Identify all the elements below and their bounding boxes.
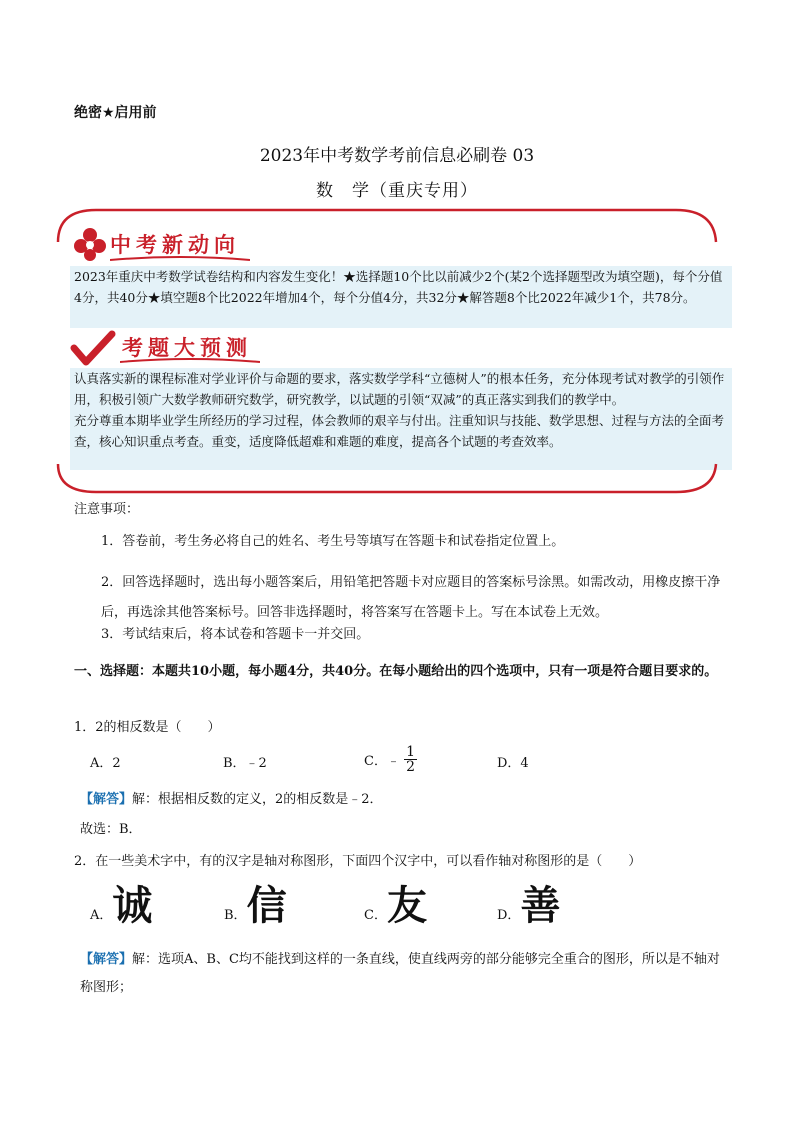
- q2-option-c: [364, 883, 427, 929]
- question-1-stem: 1．2的相反数是（ ）: [74, 720, 221, 735]
- trend-text: 2023年重庆中考数学试卷结构和内容发生变化！★选择题10个比以前减少2个(某2个选择题型改为填空题)，每个分值4分，共40分★填空题8个比2022年增加4个，每个分值4分，共32分★解答题8个比2022年减少1个，共78分。: [70, 266, 732, 328]
- q1-option-c-prefix: C．﹣: [364, 754, 400, 769]
- predict-underline: [120, 358, 260, 366]
- q2-option-b: [224, 883, 287, 929]
- q2-option-b-char: 信: [246, 883, 287, 929]
- question-2-stem: 2．在一些美术字中，有的汉字是轴对称图形，下面四个汉字中，可以看作轴对称图形的是（ ）: [74, 854, 642, 869]
- q2-option-d-label: D．: [497, 908, 521, 923]
- q2-option-a-label: A．: [90, 908, 113, 923]
- fraction: [404, 745, 417, 774]
- q2-option-a: [90, 883, 153, 929]
- q1-option-d: D．4: [497, 756, 529, 771]
- q2-answer-text: 解：选项A、B、C均不能找到这样的一条直线，使直线两旁的部分能够完全重合的图形，所以是不轴对称图形；: [80, 952, 720, 995]
- note-2: 2．回答选择题时，选出每小题答案后，用铅笔把答题卡对应题目的答案标号涂黑。如需改动，用橡皮擦干净后，再选涂其他答案标号。回答非选择题时，将答案写在答题卡上。写在本试卷上无效。: [101, 575, 721, 620]
- q1-option-c: [364, 745, 417, 774]
- fraction-numerator: 1: [406, 744, 416, 760]
- predict-paragraph-2: 充分尊重本期毕业学生所经历的学习过程，体会教师的艰辛与付出。注重知识与技能、数学思想、过程与方法的全面考查，核心知识重点考查。重变，适度降低超难和难题的难度，提高各个试题的考查效率。: [74, 413, 725, 449]
- q2-option-d: [497, 883, 561, 929]
- section-1-instructions: 一、选择题：本题共10小题，每小题4分，共40分。在每小题给出的四个选项中，只有一项是符合题目要求的。: [74, 664, 718, 679]
- q2-option-c-label: C．: [364, 908, 387, 923]
- trend-heading: 中考新动向: [110, 233, 240, 257]
- q1-answer: [80, 790, 732, 810]
- exam-title: 2023年中考数学考前信息必刷卷 03: [259, 146, 535, 166]
- predict-paragraph-1: 认真落实新的课程标准对学业评价与命题的要求，落实数学学科“立德树人”的根本任务，充分体现考试对教学的引领作用，积极引领广大数学教师研究数学，研究教学，以试题的引领“双减”的真正落实到我们的教学中。: [74, 371, 725, 407]
- note-1: 1．答卷前，考生务必将自己的姓名、考生号等填写在答题卡和试卷指定位置上。: [101, 534, 565, 549]
- answer-label: 【解答】: [80, 792, 133, 807]
- fraction-denominator: 2: [406, 759, 416, 775]
- predict-text-block: [70, 368, 732, 470]
- frame-bottom-border: [56, 462, 718, 498]
- notes-heading: 注意事项：: [74, 502, 140, 517]
- q2-option-a-char: 诚: [112, 883, 153, 929]
- exam-subtitle: 数 学（重庆专用）: [316, 181, 478, 201]
- clover-icon: [72, 226, 108, 262]
- q1-option-b: B．﹣2: [223, 756, 267, 771]
- q2-answer: [80, 946, 726, 1002]
- note-3: 3．考试结束后，将本试卷和答题卡一并交回。: [101, 627, 370, 642]
- q1-answer-text: 解：根据相反数的定义，2的相反数是﹣2．: [132, 792, 383, 807]
- answer-label: 【解答】: [80, 952, 133, 967]
- trend-underline: [110, 256, 250, 264]
- q2-option-b-label: B．: [224, 908, 247, 923]
- predict-heading: 考题大预测: [122, 336, 252, 360]
- q2-option-c-char: 友: [386, 883, 427, 929]
- q2-option-d-char: 善: [520, 883, 561, 929]
- secret-label: 绝密★启用前: [74, 105, 157, 121]
- q1-choice: 故选：B．: [80, 822, 142, 837]
- checkmark-icon: [70, 330, 116, 370]
- q1-option-a: A．2: [90, 756, 121, 771]
